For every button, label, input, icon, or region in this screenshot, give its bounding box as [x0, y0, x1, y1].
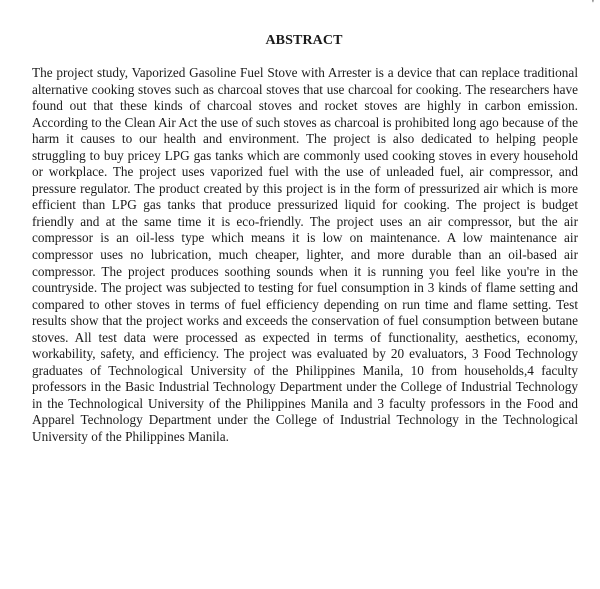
abstract-title: ABSTRACT	[265, 33, 343, 48]
abstract-body: The project study, Vaporized Gasoline Fuel Stove with Arrester is a device that can replace traditional alternative cooking stoves such as charcoal stoves that use charcoal for cooking. The researchers have found out that these kinds of charcoal stoves and rocket stoves are highly in carbon emission. According to the Clean Air Act the use of such stoves as charcoal is prohibited long ago because of the harm it causes to our health and environment. The project is also dedicated to helping people struggling to buy pricey LPG gas tanks which are commonly used cooking stoves in every household or workplace. The project uses vaporized fuel with the use of unleaded fuel, air compressor, and pressure regulator. The product created by this project is in the form of pressurized air which is more efficient than LPG gas tanks that produce pressurized liquid for cooking. The project is budget friendly and at the same time it is eco-friendly. The project uses an air compressor, but the air compressor is an oil-less type which means it is low on maintenance. A low maintenance air compressor uses no lubrication, much cheaper, lighter, and more durable than an oil-based air compressor. The project produces soothing sounds when it is running you feel like you're in the countryside. The project was subjected to testing for fuel consumption in 3 kinds of flame setting and compared to other stoves in terms of fuel efficiency depending on run time and flame setting. Test results show that the project works and exceeds the conservation of fuel consumption between butane stoves. All test data were processed as expected in terms of functionality, aesthetics, economy, workability, safety, and efficiency. The project was evaluated by 20 evaluators, 3 Food Technology graduates of Technological University of the Philippines Manila, 10 from households,4 faculty professors in the Basic Industrial Technology Department under the College of Industrial Technology in the Technological University of the Philippines Manila and 3 faculty professors in the Food and Apparel Technology Department under the College of Industrial Technology in the Technological University of the Philippines Manila.	[32, 65, 578, 445]
corner-mark: '	[591, 0, 594, 10]
